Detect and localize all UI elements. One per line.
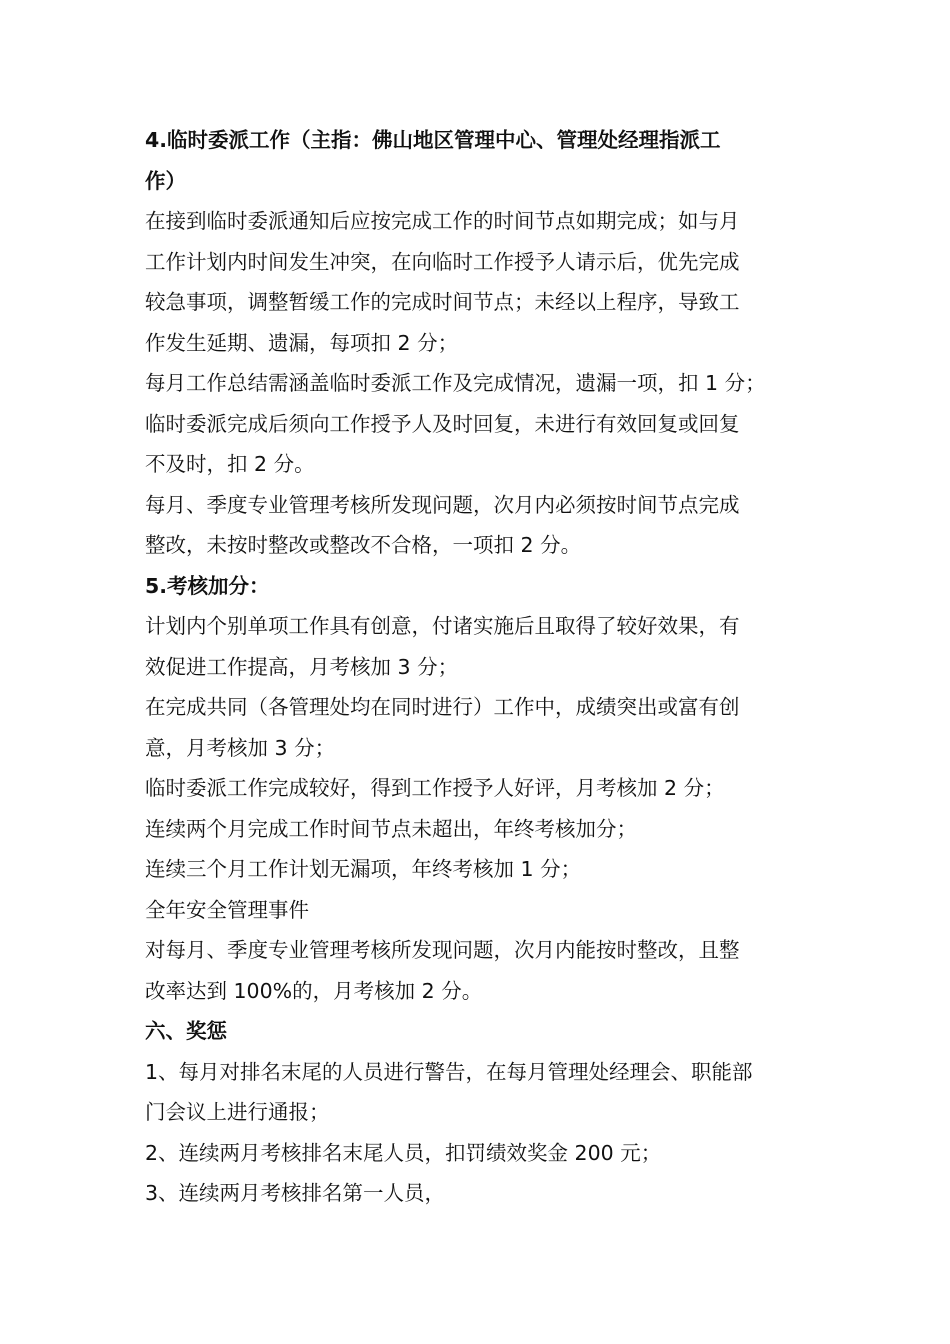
section-heading-line: 5.考核加分： [145,573,270,598]
body-text-line: 临时委派工作完成较好，得到工作授予人好评，月考核加 2 分； [145,776,725,800]
body-text-line: 较急事项，调整暂缓工作的完成时间节点；未经以上程序，导致工 [145,290,740,314]
body-text-line: 对每月、季度专业管理考核所发现问题，次月内能按时整改，且整 [145,938,740,962]
body-text-line: 1、每月对排名末尾的人员进行警告，在每月管理处经理会、职能部 [145,1059,753,1084]
section-heading-line: 六、奖惩 [145,1019,227,1043]
section-heading-line: 4.临时委派工作（主指：佛山地区管理中心、管理处经理指派工 [145,128,721,152]
body-text-line: 工作计划内时间发生冲突，在向临时工作授予人请示后，优先完成 [145,249,740,274]
body-text-line: 效促进工作提高，月考核加 3 分； [145,654,459,679]
body-text-line: 全年安全管理事件 [145,897,309,922]
body-text-line: 临时委派完成后须向工作授予人及时回复，未进行有效回复或回复 [145,411,740,436]
body-text-line: 意，月考核加 3 分； [145,735,336,760]
body-text-line: 连续两个月完成工作时间节点未超出，年终考核加分； [145,816,637,841]
body-text-line: 门会议上进行通报； [145,1100,330,1124]
document-page [145,120,810,1214]
body-text-line: 3、连续两月考核排名第一人员， [145,1181,446,1205]
section-heading-line: 作） [145,168,186,193]
body-text-line: 连续三个月工作计划无漏项，年终考核加 1 分； [145,857,582,881]
body-text-line: 每月、季度专业管理考核所发现问题，次月内必须按时间节点完成 [145,492,740,517]
body-text-line: 计划内个别单项工作具有创意，付诸实施后且取得了较好效果，有 [145,614,740,638]
body-text-line: 在接到临时委派通知后应按完成工作的时间节点如期完成；如与月 [145,209,740,233]
body-text-line: 改率达到 100%的，月考核加 2 分。 [145,978,483,1003]
body-text-line: 2、连续两月考核排名末尾人员，扣罚绩效奖金 200 元； [145,1140,662,1165]
body-text-line: 每月工作总结需涵盖临时委派工作及完成情况，遗漏一项，扣 1 分； [145,371,766,395]
body-text-line: 不及时，扣 2 分。 [145,452,315,476]
body-text-line: 整改，未按时整改或整改不合格，一项扣 2 分。 [145,533,582,557]
body-text-line: 在完成共同（各管理处均在同时进行）工作中，成绩突出或富有创 [145,695,740,719]
body-text-line: 作发生延期、遗漏，每项扣 2 分； [145,330,459,355]
